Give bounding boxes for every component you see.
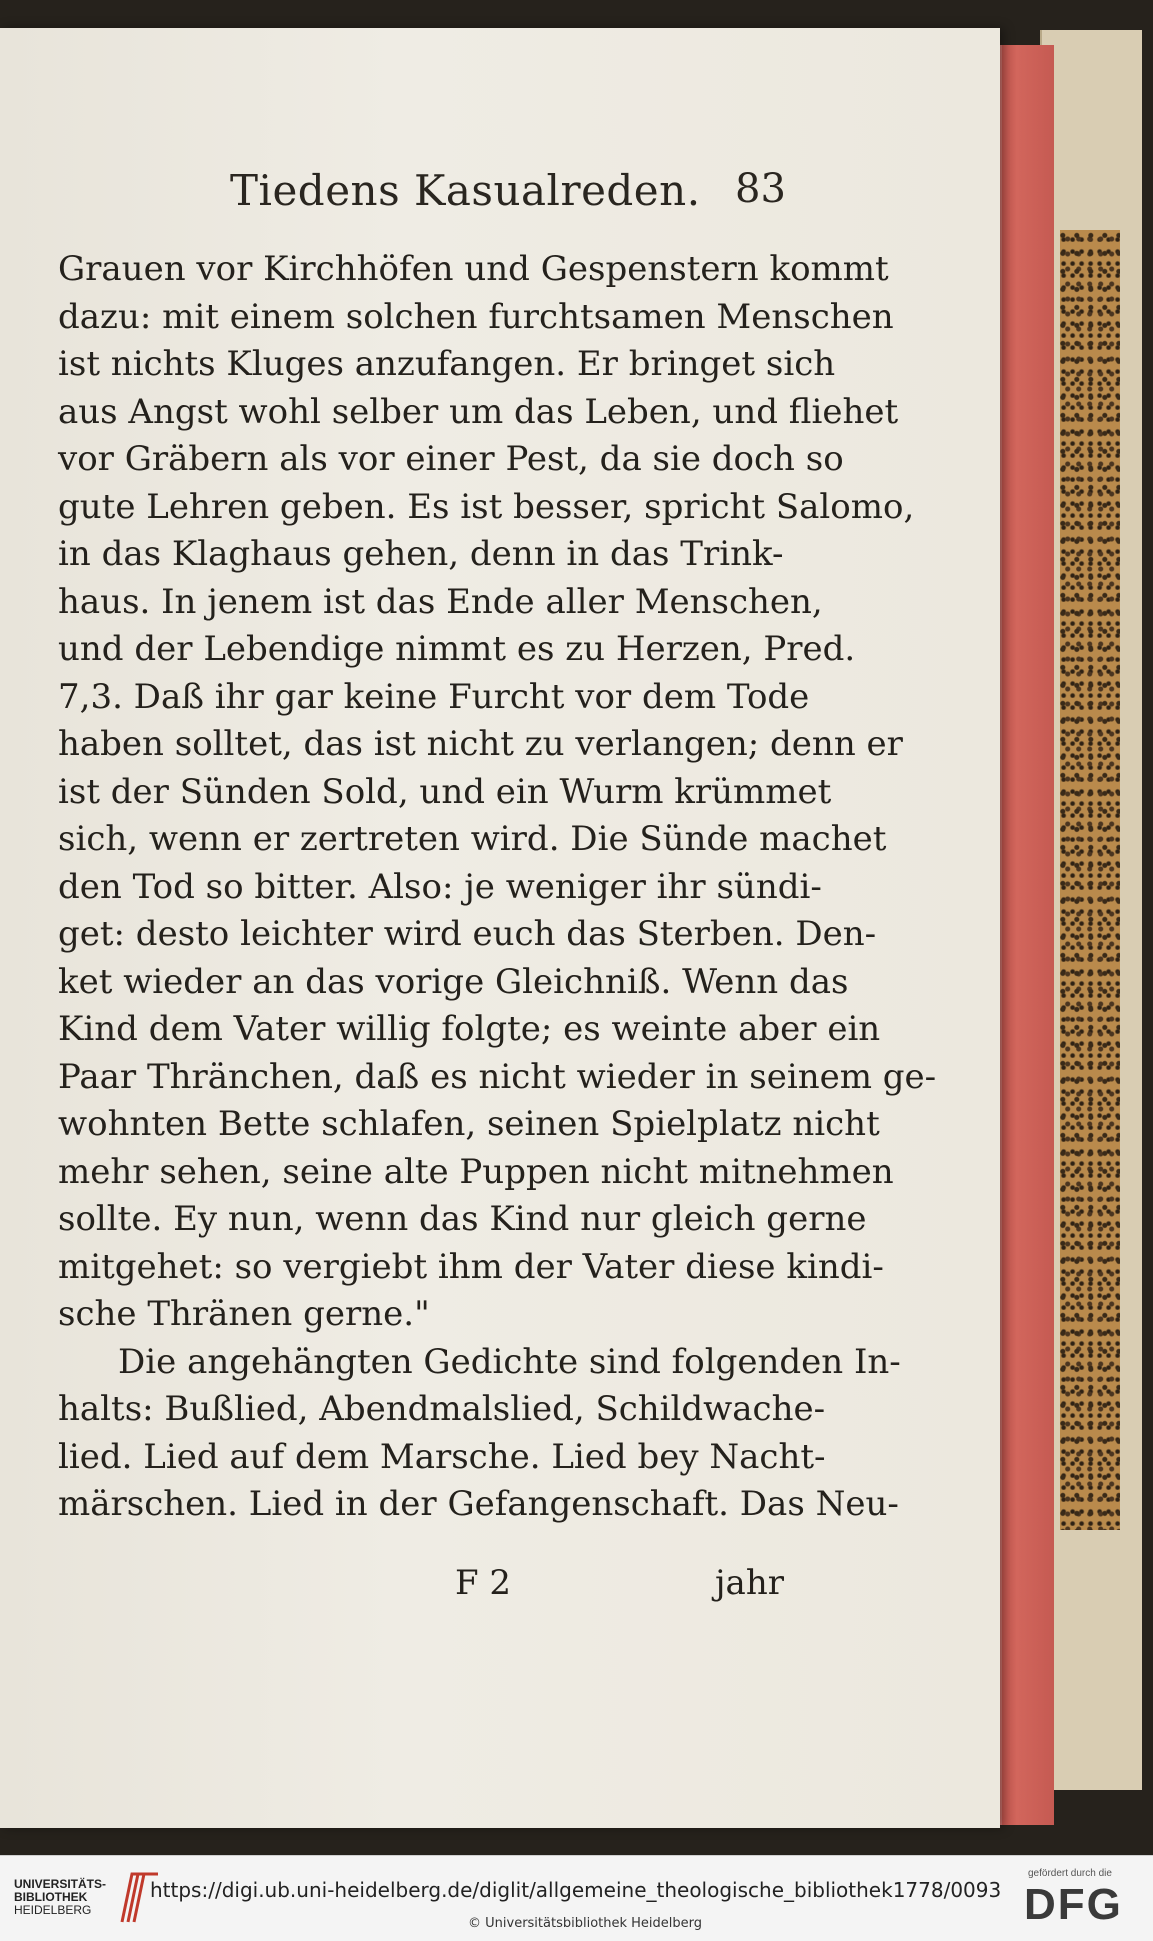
text-line: aus Angst wohl selber um das Leben, und fliehet [58, 391, 899, 432]
text-line: sollte. Ey nun, wenn das Kind nur gleich gerne [58, 1199, 867, 1239]
text-line: sich, wenn er zertreten wird. Die Sünde machet [58, 819, 887, 859]
text-line: halts: Bußlied, Abendmalslied, Schildwache- [58, 1389, 826, 1429]
text-line: ist nichts Kluges anzufangen. Er bringet sich [58, 344, 836, 384]
text-line: und der Lebendige nimmt es zu Herzen, Pred. [58, 629, 856, 669]
text-line: ket wieder an das vorige Gleichniß. Wenn das [58, 961, 849, 1002]
library-name: UNIVERSITÄTS- BIBLIOTHEK HEIDELBERG [14, 1877, 107, 1917]
text-line: wohnten Bette schlafen, seinen Spielplatz nicht [58, 1104, 880, 1144]
text-line: in das Klaghaus gehen, denn in das Trink- [58, 534, 784, 574]
text-line: get: desto leichter wird euch das Sterben. Den- [58, 914, 877, 954]
text-line: Paar Thränchen, daß es nicht wieder in seinem ge- [58, 1056, 937, 1097]
text-line: märschen. Lied in der Gefangenschaft. Das Neu- [58, 1484, 899, 1524]
page-header [0, 166, 1000, 216]
signature-mark: F 2 [455, 1563, 512, 1603]
text-line: lied. Lied auf dem Marsche. Lied bey Nacht- [58, 1436, 826, 1477]
viewer-footer [0, 1855, 1153, 1941]
copyright-text: © Universitätsbibliothek Heidelberg [468, 1916, 703, 1931]
funding-note: gefördert durch die [1028, 1868, 1112, 1879]
text-line: haus. In jenem ist das Ende aller Menschen, [58, 581, 823, 622]
text-line: Grauen vor Kirchhöfen und Gespenstern kommt [58, 249, 889, 289]
text-line: ist der Sünden Sold, und ein Wurm krümmet [58, 771, 832, 812]
text-line: den Tod so bitter. Also: je weniger ihr sündi- [58, 866, 822, 907]
body-text [58, 246, 937, 1529]
text-line: 7,3. Daß ihr gar keine Furcht vor dem Tode [58, 676, 810, 717]
permalink-url[interactable]: https://digi.ub.uni-heidelberg.de/diglit/allgemeine_theologische_bibliothek1778/0093 [150, 1878, 1002, 1902]
catchword: jahr [715, 1563, 784, 1603]
text-line: haben solltet, das ist nicht zu verlangen; denn er [58, 724, 903, 764]
running-title: Tiedens Kasualreden. [230, 166, 701, 215]
speckled-cover [1060, 230, 1120, 1530]
text-line: sche Thränen gerne." [58, 1294, 430, 1334]
text-line: Die angehängten Gedichte sind folgenden In- [118, 1341, 901, 1382]
text-line: mitgehet: so vergiebt ihm der Vater diese kindi- [58, 1246, 884, 1287]
text-line: mehr sehen, seine alte Puppen nicht mitnehmen [58, 1151, 894, 1192]
text-line: dazu: mit einem solchen furchtsamen Menschen [58, 296, 894, 337]
text-line: gute Lehren geben. Es ist besser, spricht Salomo, [58, 486, 915, 527]
page-number: 83 [735, 166, 786, 212]
text-line: vor Gräbern als vor einer Pest, da sie doch so [58, 439, 844, 479]
dfg-logo: DFG [1024, 1880, 1123, 1929]
book-page [0, 28, 1000, 1828]
text-line: Kind dem Vater willig folgte; es weinte aber ein [58, 1009, 881, 1049]
